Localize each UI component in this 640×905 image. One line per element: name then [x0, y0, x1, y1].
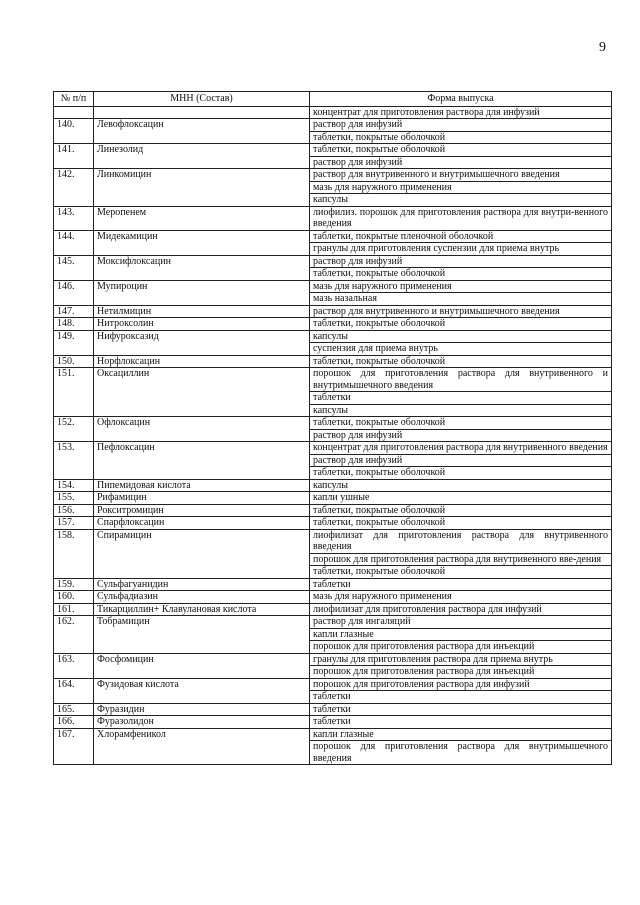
table-row: [54, 678, 612, 691]
release-form: раствор для внутривенного и внутримышечного введения: [310, 305, 612, 318]
table-row: [54, 119, 612, 132]
table-row: [54, 716, 612, 729]
release-form: раствор для внутривенного и внутримышечного введения: [310, 169, 612, 182]
table-row: [54, 442, 612, 455]
drug-name: Нифуроксазид: [94, 330, 310, 355]
drug-name: Рокситромицин: [94, 504, 310, 517]
drug-name: Оксациллин: [94, 368, 310, 417]
release-form: таблетки: [310, 392, 612, 405]
release-form: таблетки: [310, 578, 612, 591]
table-row: [54, 144, 612, 157]
table-row: [54, 517, 612, 530]
drug-name: Пипемидовая кислота: [94, 479, 310, 492]
release-form: порошок для приготовления раствора для инъекций: [310, 641, 612, 654]
row-number: 151.: [54, 368, 94, 417]
release-form: суспензия для приема внутрь: [310, 343, 612, 356]
row-number: 152.: [54, 417, 94, 442]
table-row: [54, 206, 612, 230]
release-form: лиофилизат для приготовления раствора для внутривенного введения: [310, 529, 612, 553]
table-row: [54, 318, 612, 331]
header-number: № п/п: [54, 92, 94, 107]
table-row: [54, 280, 612, 293]
release-form: таблетки, покрытые оболочкой: [310, 268, 612, 281]
row-number: 157.: [54, 517, 94, 530]
table-row: [54, 255, 612, 268]
release-form: таблетки: [310, 691, 612, 704]
row-number: 150.: [54, 355, 94, 368]
drug-name: Пефлоксацин: [94, 442, 310, 480]
row-number: 158.: [54, 529, 94, 578]
row-number: 163.: [54, 653, 94, 678]
drug-name: Тикарциллин+ Клавулановая кислота: [94, 603, 310, 616]
row-number: 144.: [54, 230, 94, 255]
table-row: [54, 504, 612, 517]
drug-name: Офлоксацин: [94, 417, 310, 442]
drug-name: Фосфомицин: [94, 653, 310, 678]
row-number: 160.: [54, 591, 94, 604]
release-form: раствор для ингаляций: [310, 616, 612, 629]
medications-table: [53, 91, 612, 765]
table-row: [54, 578, 612, 591]
release-form: таблетки, покрытые оболочкой: [310, 504, 612, 517]
release-form: порошок для приготовления раствора для инфузий: [310, 678, 612, 691]
release-form: мазь для наружного применения: [310, 591, 612, 604]
drug-name: Моксифлоксацин: [94, 255, 310, 280]
release-form: таблетки: [310, 716, 612, 729]
table-row: [54, 728, 612, 741]
release-form: раствор для инфузий: [310, 429, 612, 442]
row-number: 156.: [54, 504, 94, 517]
release-form: гранулы для приготовления суспензии для приема внутрь: [310, 243, 612, 256]
row-number: 149.: [54, 330, 94, 355]
table-row: [54, 417, 612, 430]
drug-name: Фузидовая кислота: [94, 678, 310, 703]
drug-name: Левофлоксацин: [94, 119, 310, 144]
drug-name: Тобрамицин: [94, 616, 310, 654]
row-number: 162.: [54, 616, 94, 654]
header-form: Форма выпуска: [310, 92, 612, 107]
drug-name: Сульфагуанидин: [94, 578, 310, 591]
release-form: капли глазные: [310, 628, 612, 641]
release-form: таблетки, покрытые оболочкой: [310, 131, 612, 144]
row-number: 161.: [54, 603, 94, 616]
row-number: 148.: [54, 318, 94, 331]
drug-name: Фуразидин: [94, 703, 310, 716]
row-number: 153.: [54, 442, 94, 480]
page-number: 9: [599, 40, 606, 55]
release-form: таблетки, покрытые оболочкой: [310, 417, 612, 430]
release-form: таблетки, покрытые оболочкой: [310, 566, 612, 579]
release-form: порошок для приготовления раствора для инъекций: [310, 666, 612, 679]
release-form: капсулы: [310, 194, 612, 207]
release-form: таблетки: [310, 703, 612, 716]
drug-name: Нитроксолин: [94, 318, 310, 331]
release-form: мазь для наружного применения: [310, 280, 612, 293]
release-form: таблетки, покрытые оболочкой: [310, 318, 612, 331]
row-number: 145.: [54, 255, 94, 280]
table-row: [54, 603, 612, 616]
drug-name: Норфлоксацин: [94, 355, 310, 368]
release-form: таблетки, покрытые оболочкой: [310, 467, 612, 480]
header-name: МНН (Состав): [94, 92, 310, 107]
table-header-row: [54, 92, 612, 107]
drug-name: Линкомицин: [94, 169, 310, 207]
drug-name: Спарфлоксацин: [94, 517, 310, 530]
row-number: 147.: [54, 305, 94, 318]
drug-name: Спирамицин: [94, 529, 310, 578]
table-body: [54, 106, 612, 765]
release-form: капли ушные: [310, 492, 612, 505]
drug-name: Фуразолидон: [94, 716, 310, 729]
row-number: 141.: [54, 144, 94, 169]
release-form: таблетки, покрытые оболочкой: [310, 355, 612, 368]
release-form: раствор для инфузий: [310, 255, 612, 268]
table-row: [54, 169, 612, 182]
table-row: [54, 653, 612, 666]
release-form: мазь назальная: [310, 293, 612, 306]
drug-name: Сульфадиазин: [94, 591, 310, 604]
release-form: лиофилиз. порошок для приготовления раствора для внутри-венного введения: [310, 206, 612, 230]
release-form: капсулы: [310, 479, 612, 492]
row-number: 159.: [54, 578, 94, 591]
release-form: раствор для инфузий: [310, 156, 612, 169]
table-row: [54, 479, 612, 492]
release-form: раствор для инфузий: [310, 454, 612, 467]
table-row: [54, 305, 612, 318]
drug-name: Мупироцин: [94, 280, 310, 305]
row-number: 165.: [54, 703, 94, 716]
release-form: капсулы: [310, 330, 612, 343]
row-number: 140.: [54, 119, 94, 144]
drug-name: Линезолид: [94, 144, 310, 169]
row-number: 166.: [54, 716, 94, 729]
row-number: 155.: [54, 492, 94, 505]
release-form: лиофилизат для приготовления раствора для инфузий: [310, 603, 612, 616]
row-number: [54, 106, 94, 119]
table-row: [54, 616, 612, 629]
release-form: гранулы для приготовления раствора для приема внутрь: [310, 653, 612, 666]
release-form: порошок для приготовления раствора для внутривенного и внутримышечного введения: [310, 368, 612, 392]
row-number: 143.: [54, 206, 94, 230]
release-form: таблетки, покрытые оболочкой: [310, 517, 612, 530]
drug-name: Рифамицин: [94, 492, 310, 505]
release-form: порошок для приготовления раствора для внутримышечного введения: [310, 741, 612, 765]
table-row: [54, 591, 612, 604]
table-row: [54, 492, 612, 505]
release-form: таблетки, покрытые пленочной оболочкой: [310, 230, 612, 243]
table-row: [54, 703, 612, 716]
release-form: капсулы: [310, 404, 612, 417]
table-row: [54, 355, 612, 368]
drug-name: [94, 106, 310, 119]
release-form: мазь для наружного применения: [310, 181, 612, 194]
row-number: 154.: [54, 479, 94, 492]
release-form: таблетки, покрытые оболочкой: [310, 144, 612, 157]
table-row: [54, 230, 612, 243]
release-form: раствор для инфузий: [310, 119, 612, 132]
row-number: 146.: [54, 280, 94, 305]
table-row: [54, 368, 612, 392]
row-number: 142.: [54, 169, 94, 207]
drug-name: Нетилмицин: [94, 305, 310, 318]
release-form: капли глазные: [310, 728, 612, 741]
drug-name: Мидекамицин: [94, 230, 310, 255]
drug-name: Хлорамфеникол: [94, 728, 310, 765]
release-form: концентрат для приготовления раствора для внутривенного введения: [310, 442, 612, 455]
release-form: порошок для приготовления раствора для внутривенного вве-дения: [310, 553, 612, 566]
table-row: [54, 330, 612, 343]
table-row: [54, 529, 612, 553]
release-form: концентрат для приготовления раствора для инфузий: [310, 106, 612, 119]
row-number: 167.: [54, 728, 94, 765]
row-number: 164.: [54, 678, 94, 703]
drug-name: Меропенем: [94, 206, 310, 230]
table-row: [54, 106, 612, 119]
